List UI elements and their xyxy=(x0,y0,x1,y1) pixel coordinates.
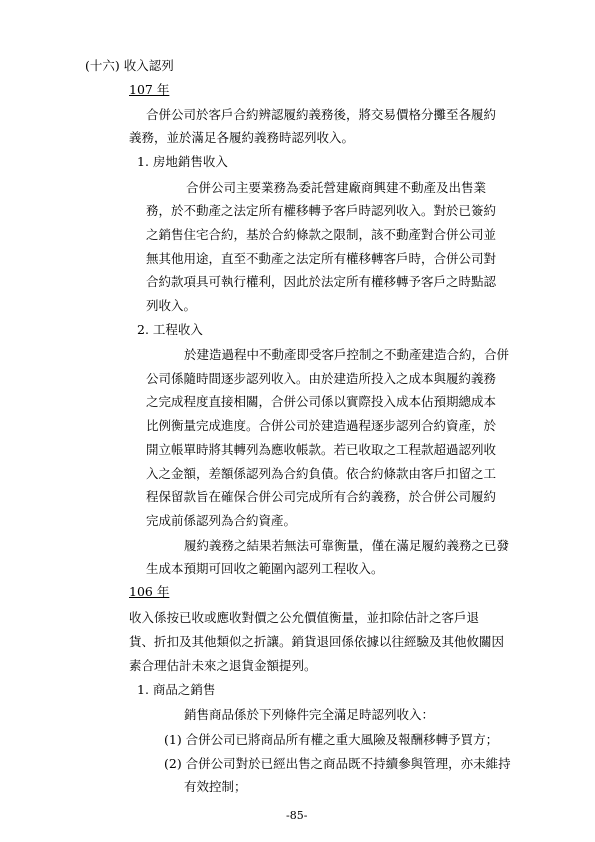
item2-line-3: 之完成程度直接相關，合併公司係以實際投入成本佔預期總成本 xyxy=(146,394,497,409)
section-heading: (十六) 收入認列 xyxy=(85,58,174,73)
sub-item-2-line-2: 有效控制； xyxy=(184,779,247,794)
y106-line-1: 收入係按已收或應收對價之公允價值衡量，並扣除估計之客戶退 xyxy=(129,610,480,625)
sub-item-1: (1) 合併公司已將商品所有權之重大風險及報酬移轉予買方； xyxy=(164,732,499,747)
item2-line-8: 完成前係認列為合約資產。 xyxy=(146,513,297,528)
item2-title: 2. 工程收入 xyxy=(137,322,203,337)
intro-line-2: 義務，並於滿足各履約義務時認列收入。 xyxy=(129,130,355,145)
item2-para2-line-1: 履約義務之結果若無法可靠衡量，僅在滿足履約義務之已發 xyxy=(184,538,510,553)
item106-1-title: 1. 商品之銷售 xyxy=(137,682,216,697)
item2-line-7: 程保留款旨在確保合併公司完成所有合約義務，於合併公司履約 xyxy=(146,489,497,504)
item2-para2-line-2: 生成本預期可回收之範圍內認列工程收入。 xyxy=(146,561,384,576)
y106-line-3: 素合理估計未來之退貨金額提列。 xyxy=(129,658,317,673)
item1-line-1: 合併公司主要業務為委託營建廠商興建不動產及出售業 xyxy=(186,180,487,195)
item2-line-4: 比例衡量完成進度。合併公司於建造過程逐步認列合約資產，於 xyxy=(146,418,497,433)
item1-line-3: 之銷售住宅合約，基於合約條款之限制，該不動產對合併公司並 xyxy=(146,227,497,242)
item2-line-6: 入之金額，差額係認列為合約負債。依合約條款由客戶扣留之工 xyxy=(146,466,497,481)
y106-line-2: 貨、折扣及其他類似之折讓。銷貨退回係依據以往經驗及其他攸關因 xyxy=(129,634,505,649)
item106-1-intro: 銷售商品係於下列條件完全滿足時認列收入： xyxy=(184,707,435,722)
item2-line-1: 於建造過程中不動產即受客戶控制之不動產建造合約，合併 xyxy=(184,347,510,362)
item2-line-2: 公司係隨時間逐步認列收入。由於建造所投入之成本與履約義務 xyxy=(146,371,497,386)
page-number: -85- xyxy=(286,809,308,822)
item1-line-6: 列收入。 xyxy=(146,298,197,313)
item1-line-4: 無其他用途，直至不動產之法定所有權移轉客戶時，合併公司對 xyxy=(146,251,497,266)
item1-title: 1. 房地銷售收入 xyxy=(137,154,228,169)
item1-line-5: 合約款項具可執行權利，因此於法定所有權移轉予客戶之時點認 xyxy=(146,274,497,289)
year-107-heading: 107 年 xyxy=(129,82,170,97)
year-106-heading: 106 年 xyxy=(129,584,170,599)
item1-line-2: 務，於不動產之法定所有權移轉予客戶時認列收入。對於已簽約 xyxy=(146,203,497,218)
intro-line-1: 合併公司於客戶合約辨認履約義務後，將交易價格分攤至各履約 xyxy=(146,107,497,122)
item2-line-5: 開立帳單時將其轉列為應收帳款。若已收取之工程款超過認列收 xyxy=(146,442,497,457)
sub-item-2-line-1: (2) 合併公司對於已經出售之商品既不持續參與管理，亦未維持 xyxy=(164,756,511,771)
